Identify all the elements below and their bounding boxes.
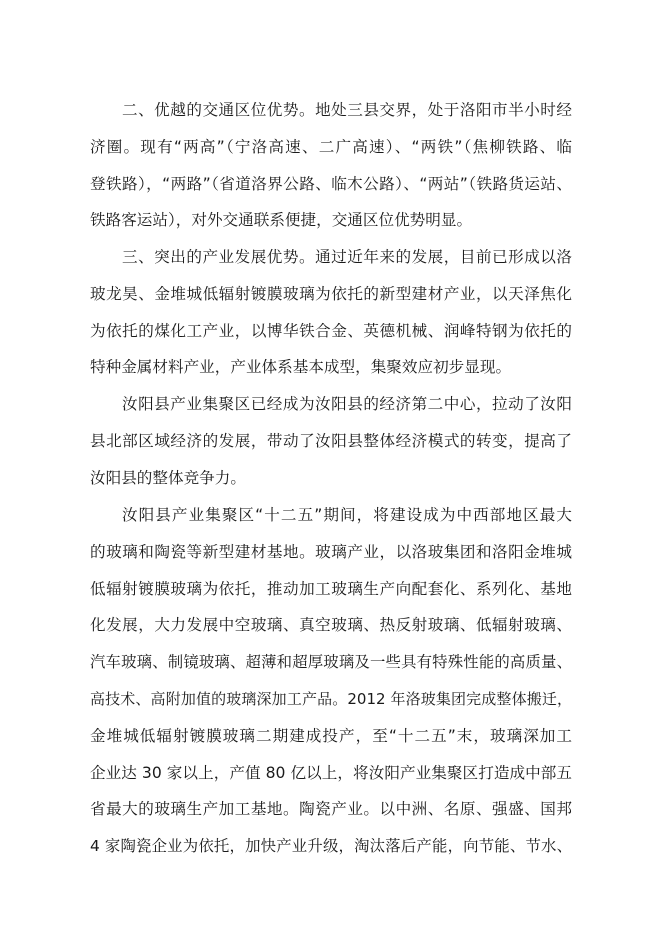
text-line: 化发展，大力发展中空玻璃、真空玻璃、热反射玻璃、低辐射玻璃、 (90, 616, 572, 635)
text-line: 企业达 30 家以上，产值 80 亿以上，将汝阳产业集聚区打造成中部五 (90, 763, 572, 782)
text-line: 为依托的煤化工产业，以博华铁合金、英德机械、润峰特钢为依托的 (90, 321, 572, 340)
text-line: 金堆城低辐射镀膜玻璃二期建成投产，至“十二五”末，玻璃深加工 (90, 726, 572, 745)
text-line: 济圈。现有“两高”（宁洛高速、二广高速）、“两铁”（焦柳铁路、临 (90, 137, 572, 156)
text-line: 铁路客运站），对外交通联系便捷，交通区位优势明显。 (90, 211, 473, 230)
paragraph-industry-advantage (90, 239, 572, 386)
text-line: 登铁路），“两路”（省道洛界公路、临木公路）、“两站”（铁路货运站、 (90, 174, 572, 193)
text-line: 汝阳县产业集聚区“十二五”期间，将建设成为中西部地区最大 (122, 506, 572, 524)
text-line: 三、突出的产业发展优势。通过近年来的发展，目前已形成以洛 (122, 248, 572, 266)
text-line: 县北部区域经济的发展，带动了汝阳县整体经济模式的转变，提高了 (90, 431, 572, 450)
text-line: 高技术、高附加值的玻璃深加工产品。2012 年洛玻集团完成整体搬迁， (90, 689, 572, 708)
text-line: 低辐射镀膜玻璃为依托，推动加工玻璃生产向配套化、系列化、基地 (90, 579, 572, 598)
text-line: 4 家陶瓷企业为依托，加快产业升级，淘汰落后产能，向节能、节水、 (90, 837, 572, 856)
text-line: 玻龙昊、金堆城低辐射镀膜玻璃为依托的新型建材产业，以天泽焦化 (90, 284, 572, 303)
text-line: 二、优越的交通区位优势。地处三县交界，处于洛阳市半小时经 (122, 101, 572, 119)
text-line: 省最大的玻璃生产加工基地。陶瓷产业。以中洲、名原、强盛、国邦 (90, 800, 572, 819)
paragraph-transport-advantage (90, 92, 572, 239)
paragraph-twelfth-five-year-plan (90, 497, 572, 865)
paragraph-economic-center (90, 386, 572, 496)
text-line: 特种金属材料产业，产业体系基本成型，集聚效应初步显现。 (90, 358, 512, 377)
text-line: 汝阳县产业集聚区已经成为汝阳县的经济第二中心，拉动了汝阳 (122, 395, 572, 413)
text-line: 汽车玻璃、制镜玻璃、超薄和超厚玻璃及一些具有特殊性能的高质量、 (90, 653, 572, 672)
text-line: 汝阳县的整体竞争力。 (90, 468, 246, 487)
text-line: 的玻璃和陶瓷等新型建材基地。玻璃产业，以洛玻集团和洛阳金堆城 (90, 542, 572, 561)
